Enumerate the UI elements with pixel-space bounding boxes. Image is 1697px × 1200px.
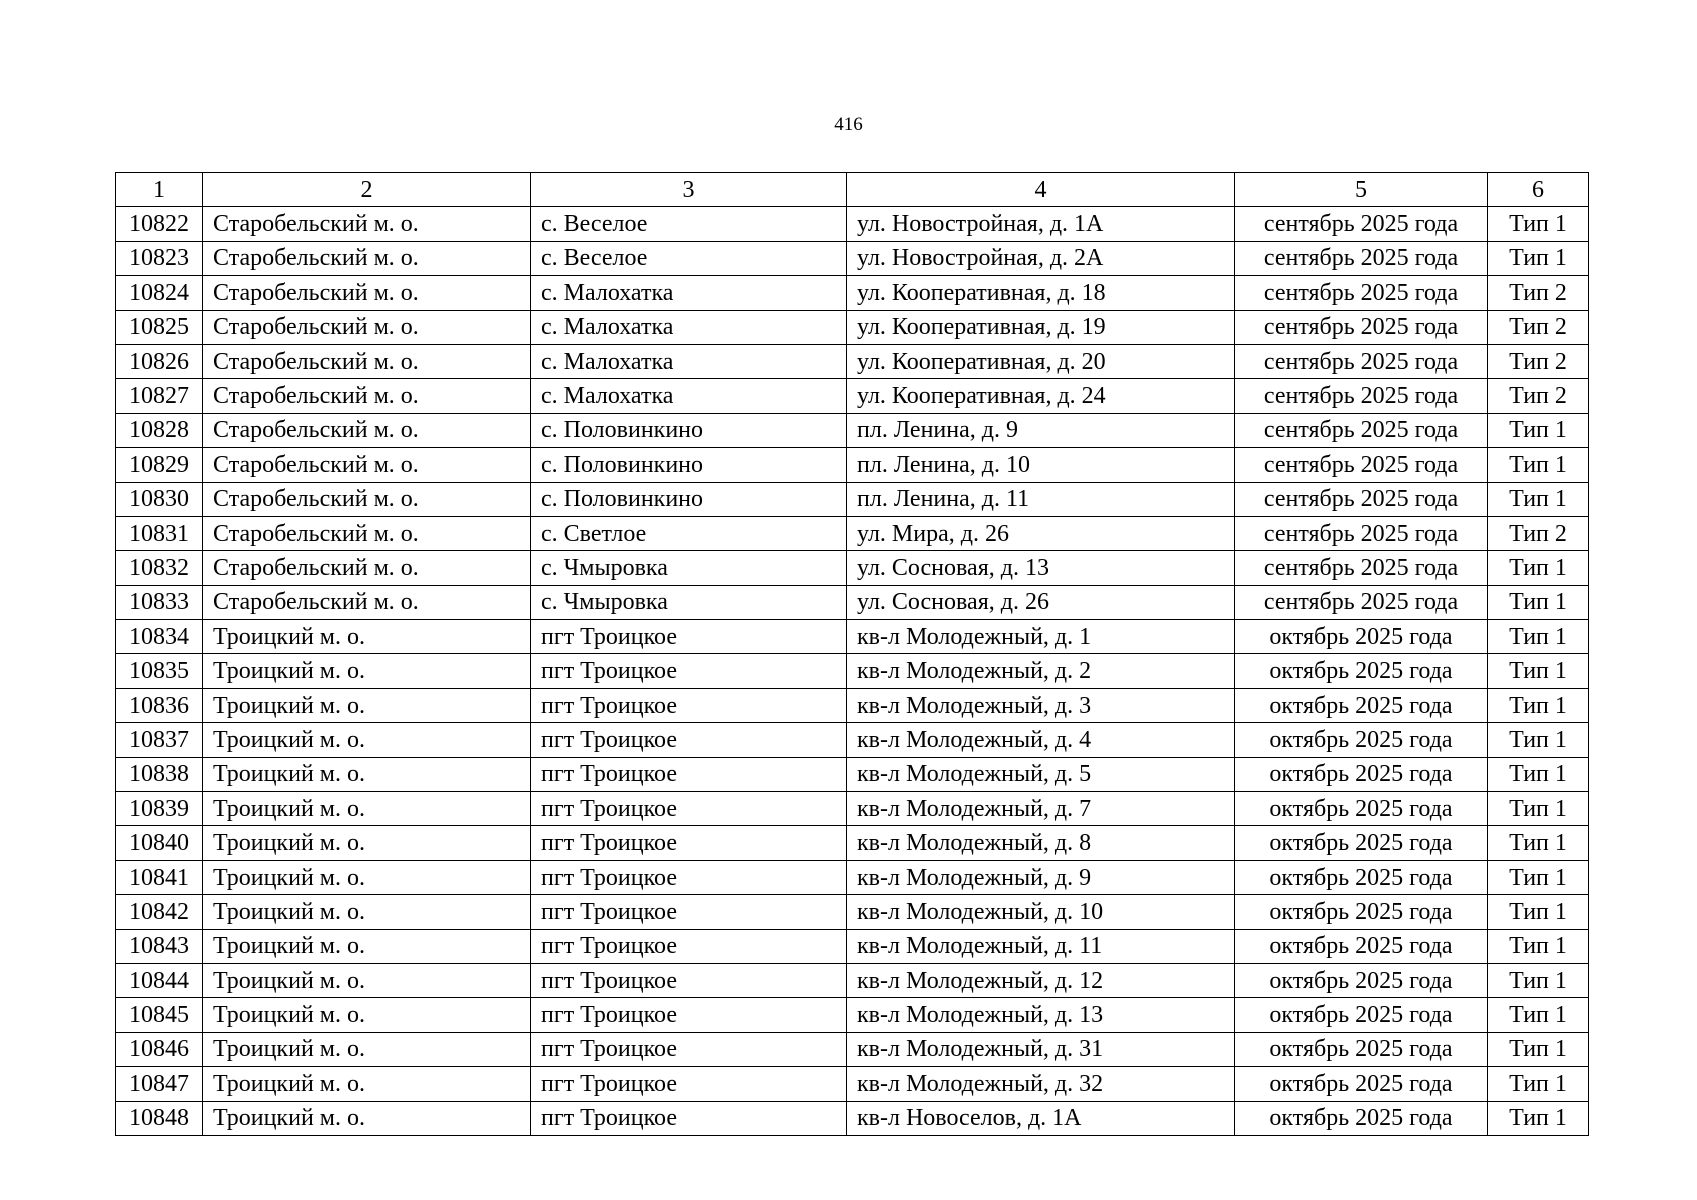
- district-cell: Старобельский м. о.: [203, 276, 531, 310]
- district-cell: Троицкий м. о.: [203, 895, 531, 929]
- address-cell: кв-л Молодежный, д. 13: [847, 998, 1235, 1032]
- address-cell: кв-л Молодежный, д. 11: [847, 929, 1235, 963]
- row-number-cell: 10834: [116, 620, 203, 654]
- table-row: [116, 379, 1589, 413]
- type-cell: Тип 1: [1488, 413, 1589, 447]
- row-number-cell: 10831: [116, 516, 203, 550]
- table-row: [116, 1067, 1589, 1101]
- row-number-cell: 10825: [116, 310, 203, 344]
- table-row: [116, 929, 1589, 963]
- page-number: 416: [834, 114, 863, 135]
- settlement-cell: с. Чмыровка: [531, 551, 847, 585]
- table-row: [116, 688, 1589, 722]
- table-row: [116, 1032, 1589, 1066]
- table-row: [116, 276, 1589, 310]
- type-cell: Тип 1: [1488, 895, 1589, 929]
- column-header-1: 1: [116, 173, 203, 207]
- date-cell: октябрь 2025 года: [1235, 1101, 1488, 1135]
- row-number-cell: 10830: [116, 482, 203, 516]
- column-header-5: 5: [1235, 173, 1488, 207]
- row-number-cell: 10836: [116, 688, 203, 722]
- address-cell: ул. Кооперативная, д. 18: [847, 276, 1235, 310]
- address-cell: ул. Новостройная, д. 2А: [847, 241, 1235, 275]
- district-cell: Старобельский м. о.: [203, 551, 531, 585]
- date-cell: октябрь 2025 года: [1235, 654, 1488, 688]
- date-cell: сентябрь 2025 года: [1235, 482, 1488, 516]
- district-cell: Троицкий м. о.: [203, 757, 531, 791]
- type-cell: Тип 1: [1488, 654, 1589, 688]
- date-cell: октябрь 2025 года: [1235, 826, 1488, 860]
- district-cell: Троицкий м. о.: [203, 1101, 531, 1135]
- date-cell: сентябрь 2025 года: [1235, 516, 1488, 550]
- settlement-cell: пгт Троицкое: [531, 1032, 847, 1066]
- address-cell: ул. Мира, д. 26: [847, 516, 1235, 550]
- type-cell: Тип 1: [1488, 585, 1589, 619]
- settlement-cell: пгт Троицкое: [531, 654, 847, 688]
- date-cell: сентябрь 2025 года: [1235, 241, 1488, 275]
- district-cell: Старобельский м. о.: [203, 241, 531, 275]
- type-cell: Тип 1: [1488, 482, 1589, 516]
- row-number-cell: 10828: [116, 413, 203, 447]
- type-cell: Тип 1: [1488, 792, 1589, 826]
- table-row: [116, 310, 1589, 344]
- table-row: [116, 516, 1589, 550]
- table-row: [116, 757, 1589, 791]
- district-cell: Троицкий м. о.: [203, 1067, 531, 1101]
- date-cell: сентябрь 2025 года: [1235, 276, 1488, 310]
- date-cell: сентябрь 2025 года: [1235, 413, 1488, 447]
- type-cell: Тип 1: [1488, 448, 1589, 482]
- type-cell: Тип 1: [1488, 929, 1589, 963]
- district-cell: Старобельский м. о.: [203, 379, 531, 413]
- row-number-cell: 10844: [116, 963, 203, 997]
- row-number-cell: 10841: [116, 860, 203, 894]
- type-cell: Тип 1: [1488, 1067, 1589, 1101]
- address-cell: пл. Ленина, д. 11: [847, 482, 1235, 516]
- district-cell: Старобельский м. о.: [203, 207, 531, 241]
- district-cell: Троицкий м. о.: [203, 929, 531, 963]
- address-cell: ул. Новостройная, д. 1А: [847, 207, 1235, 241]
- table-row: [116, 207, 1589, 241]
- type-cell: Тип 1: [1488, 826, 1589, 860]
- settlement-cell: пгт Троицкое: [531, 895, 847, 929]
- settlement-cell: пгт Троицкое: [531, 998, 847, 1032]
- date-cell: октябрь 2025 года: [1235, 723, 1488, 757]
- column-header-2: 2: [203, 173, 531, 207]
- row-number-cell: 10839: [116, 792, 203, 826]
- row-number-cell: 10829: [116, 448, 203, 482]
- type-cell: Тип 1: [1488, 551, 1589, 585]
- district-cell: Троицкий м. о.: [203, 688, 531, 722]
- address-cell: кв-л Молодежный, д. 2: [847, 654, 1235, 688]
- row-number-cell: 10847: [116, 1067, 203, 1101]
- type-cell: Тип 1: [1488, 963, 1589, 997]
- settlement-cell: пгт Троицкое: [531, 620, 847, 654]
- type-cell: Тип 2: [1488, 344, 1589, 378]
- district-cell: Старобельский м. о.: [203, 344, 531, 378]
- type-cell: Тип 1: [1488, 207, 1589, 241]
- settlement-cell: с. Малохатка: [531, 379, 847, 413]
- row-number-cell: 10846: [116, 1032, 203, 1066]
- settlement-cell: пгт Троицкое: [531, 688, 847, 722]
- settlement-cell: с. Половинкино: [531, 482, 847, 516]
- row-number-cell: 10835: [116, 654, 203, 688]
- settlement-cell: пгт Троицкое: [531, 1101, 847, 1135]
- address-cell: кв-л Молодежный, д. 9: [847, 860, 1235, 894]
- date-cell: сентябрь 2025 года: [1235, 310, 1488, 344]
- row-number-cell: 10823: [116, 241, 203, 275]
- table-row: [116, 585, 1589, 619]
- district-cell: Троицкий м. о.: [203, 723, 531, 757]
- settlement-cell: с. Половинкино: [531, 448, 847, 482]
- address-cell: кв-л Молодежный, д. 31: [847, 1032, 1235, 1066]
- type-cell: Тип 1: [1488, 998, 1589, 1032]
- row-number-cell: 10842: [116, 895, 203, 929]
- district-cell: Старобельский м. о.: [203, 516, 531, 550]
- settlement-cell: пгт Троицкое: [531, 826, 847, 860]
- district-cell: Старобельский м. о.: [203, 310, 531, 344]
- address-cell: кв-л Молодежный, д. 32: [847, 1067, 1235, 1101]
- type-cell: Тип 1: [1488, 757, 1589, 791]
- table-row: [116, 826, 1589, 860]
- date-cell: сентябрь 2025 года: [1235, 344, 1488, 378]
- settlement-cell: пгт Троицкое: [531, 929, 847, 963]
- table-row: [116, 413, 1589, 447]
- address-cell: кв-л Молодежный, д. 10: [847, 895, 1235, 929]
- address-cell: кв-л Молодежный, д. 12: [847, 963, 1235, 997]
- type-cell: Тип 1: [1488, 688, 1589, 722]
- settlement-cell: с. Веселое: [531, 207, 847, 241]
- table-row: [116, 860, 1589, 894]
- date-cell: октябрь 2025 года: [1235, 963, 1488, 997]
- date-cell: октябрь 2025 года: [1235, 1067, 1488, 1101]
- type-cell: Тип 1: [1488, 723, 1589, 757]
- table-row: [116, 551, 1589, 585]
- district-cell: Старобельский м. о.: [203, 482, 531, 516]
- row-number-cell: 10822: [116, 207, 203, 241]
- date-cell: октябрь 2025 года: [1235, 998, 1488, 1032]
- district-cell: Троицкий м. о.: [203, 826, 531, 860]
- type-cell: Тип 1: [1488, 1101, 1589, 1135]
- row-number-cell: 10838: [116, 757, 203, 791]
- settlement-cell: с. Половинкино: [531, 413, 847, 447]
- table-body: [116, 207, 1589, 1136]
- row-number-cell: 10824: [116, 276, 203, 310]
- district-cell: Троицкий м. о.: [203, 654, 531, 688]
- address-cell: ул. Кооперативная, д. 19: [847, 310, 1235, 344]
- address-cell: ул. Кооперативная, д. 20: [847, 344, 1235, 378]
- row-number-cell: 10848: [116, 1101, 203, 1135]
- table-row: [116, 1101, 1589, 1135]
- settlement-cell: с. Веселое: [531, 241, 847, 275]
- table-row: [116, 963, 1589, 997]
- address-cell: кв-л Молодежный, д. 3: [847, 688, 1235, 722]
- column-header-6: 6: [1488, 173, 1589, 207]
- address-cell: пл. Ленина, д. 10: [847, 448, 1235, 482]
- settlement-cell: с. Малохатка: [531, 310, 847, 344]
- settlement-cell: с. Светлое: [531, 516, 847, 550]
- table-row: [116, 792, 1589, 826]
- type-cell: Тип 2: [1488, 310, 1589, 344]
- address-cell: кв-л Молодежный, д. 5: [847, 757, 1235, 791]
- settlement-cell: с. Чмыровка: [531, 585, 847, 619]
- type-cell: Тип 1: [1488, 1032, 1589, 1066]
- district-cell: Троицкий м. о.: [203, 620, 531, 654]
- district-cell: Старобельский м. о.: [203, 585, 531, 619]
- date-cell: октябрь 2025 года: [1235, 895, 1488, 929]
- settlement-cell: с. Малохатка: [531, 276, 847, 310]
- row-number-cell: 10843: [116, 929, 203, 963]
- date-cell: октябрь 2025 года: [1235, 757, 1488, 791]
- address-cell: пл. Ленина, д. 9: [847, 413, 1235, 447]
- type-cell: Тип 1: [1488, 620, 1589, 654]
- date-cell: октябрь 2025 года: [1235, 929, 1488, 963]
- table-row: [116, 654, 1589, 688]
- row-number-cell: 10840: [116, 826, 203, 860]
- date-cell: сентябрь 2025 года: [1235, 448, 1488, 482]
- address-cell: ул. Сосновая, д. 13: [847, 551, 1235, 585]
- district-cell: Троицкий м. о.: [203, 1032, 531, 1066]
- address-cell: кв-л Молодежный, д. 1: [847, 620, 1235, 654]
- type-cell: Тип 2: [1488, 276, 1589, 310]
- column-header-3: 3: [531, 173, 847, 207]
- row-number-cell: 10832: [116, 551, 203, 585]
- settlement-cell: с. Малохатка: [531, 344, 847, 378]
- settlement-cell: пгт Троицкое: [531, 963, 847, 997]
- settlement-cell: пгт Троицкое: [531, 723, 847, 757]
- date-cell: октябрь 2025 года: [1235, 620, 1488, 654]
- date-cell: сентябрь 2025 года: [1235, 585, 1488, 619]
- type-cell: Тип 2: [1488, 379, 1589, 413]
- date-cell: сентябрь 2025 года: [1235, 207, 1488, 241]
- row-number-cell: 10833: [116, 585, 203, 619]
- type-cell: Тип 1: [1488, 860, 1589, 894]
- address-cell: кв-л Молодежный, д. 8: [847, 826, 1235, 860]
- date-cell: октябрь 2025 года: [1235, 860, 1488, 894]
- district-cell: Старобельский м. о.: [203, 448, 531, 482]
- type-cell: Тип 1: [1488, 241, 1589, 275]
- column-header-4: 4: [847, 173, 1235, 207]
- table-row: [116, 723, 1589, 757]
- district-cell: Троицкий м. о.: [203, 792, 531, 826]
- date-cell: октябрь 2025 года: [1235, 792, 1488, 826]
- row-number-cell: 10837: [116, 723, 203, 757]
- settlement-cell: пгт Троицкое: [531, 792, 847, 826]
- address-cell: ул. Кооперативная, д. 24: [847, 379, 1235, 413]
- settlement-cell: пгт Троицкое: [531, 1067, 847, 1101]
- district-cell: Троицкий м. о.: [203, 860, 531, 894]
- date-cell: сентябрь 2025 года: [1235, 379, 1488, 413]
- table-row: [116, 998, 1589, 1032]
- row-number-cell: 10826: [116, 344, 203, 378]
- row-number-cell: 10827: [116, 379, 203, 413]
- settlement-cell: пгт Троицкое: [531, 860, 847, 894]
- table-row: [116, 620, 1589, 654]
- table-row: [116, 344, 1589, 378]
- table-row: [116, 448, 1589, 482]
- table-header-row: [116, 173, 1589, 207]
- table-row: [116, 895, 1589, 929]
- date-cell: октябрь 2025 года: [1235, 688, 1488, 722]
- address-cell: кв-л Новоселов, д. 1А: [847, 1101, 1235, 1135]
- date-cell: сентябрь 2025 года: [1235, 551, 1488, 585]
- table-row: [116, 482, 1589, 516]
- address-cell: ул. Сосновая, д. 26: [847, 585, 1235, 619]
- housing-table: [115, 172, 1589, 1136]
- address-cell: кв-л Молодежный, д. 4: [847, 723, 1235, 757]
- district-cell: Старобельский м. о.: [203, 413, 531, 447]
- address-cell: кв-л Молодежный, д. 7: [847, 792, 1235, 826]
- type-cell: Тип 2: [1488, 516, 1589, 550]
- date-cell: октябрь 2025 года: [1235, 1032, 1488, 1066]
- district-cell: Троицкий м. о.: [203, 998, 531, 1032]
- settlement-cell: пгт Троицкое: [531, 757, 847, 791]
- table-row: [116, 241, 1589, 275]
- district-cell: Троицкий м. о.: [203, 963, 531, 997]
- row-number-cell: 10845: [116, 998, 203, 1032]
